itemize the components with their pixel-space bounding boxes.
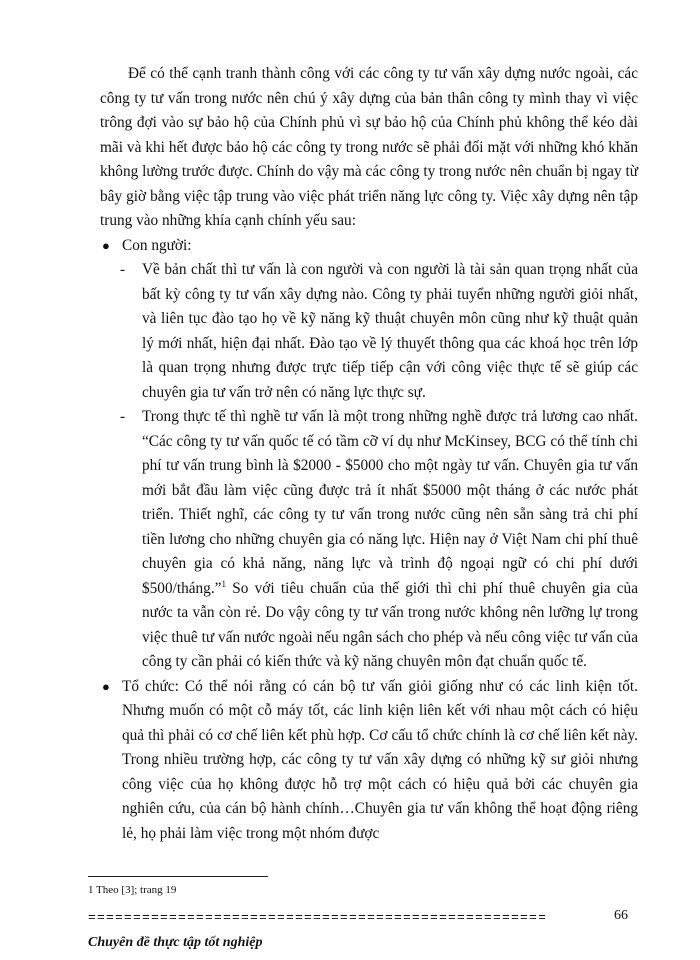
footer-separator: =================================================== [88,910,548,925]
bullet-item-people [100,234,638,259]
bullet-icon: ● [102,678,110,694]
bullet-item-organization [100,675,638,847]
intro-paragraph: Để có thể cạnh tranh thành công với các công ty tư vấn xây dựng nước ngoài, các công ty tư vấn trong nước nên chú ý xây dựng của bản thân công ty mình thay vì việc trông đợi vào sự bảo hộ của Chính phủ vì sự bảo hộ của Chính phủ không thể kéo dài mãi và khi hết được bảo hộ các công ty trong nước sẽ phải đối mặt với những khó khăn không lường trước được. Chính do vậy mà các công ty trong nước nên chuẩn bị ngay từ bây giờ bằng việc tập trung vào việc phát triển năng lực công ty. Việc xây dựng nên tập trung vào những khía cạnh chính yếu sau: [100,65,638,229]
dash-text-before: Trong thực tế thì nghề tư vấn là một trong những nghề được trả lương cao nhất. “Các công ty tư vấn quốc tế có tầm cỡ ví dụ như McKinsey, BCG có thể tính chi phí tư vấn trung bình là $2000 - $5000 cho một ngày tư vấn. Chuyên gia tư vấn mới bắt đầu làm việc cũng được trả ít nhất $5000 một tháng ở các nước phát triển. Thiết nghĩ, các công ty tư vấn trong nước cũng nên sẵn sàng trả chi phí tiền lương cho những chuyên gia có năng lực. Hiện nay ở Việt Nam chi phí thuê chuyên gia có khả năng, năng lực và trình độ ngoại ngữ có chi phí dưới $500/tháng.” [142,408,638,597]
dash-icon: - [120,261,126,278]
page-number: 66 [614,908,628,923]
footnote-marker[interactable]: 1 [221,578,226,589]
bullet-text: Con người: [122,236,192,254]
dash-item-1 [100,258,638,405]
footnote-divider [88,876,268,877]
footer-title: Chuyên đề thực tập tốt nghiệp [88,935,263,950]
dash-text: Về bản chất thì tư vấn là con người và con người là tài sản quan trọng nhất của bất kỳ công ty tư vấn xây dựng nào. Công ty phải tuyển những người giỏi nhất, và liên tục đào tạo họ về kỹ năng kỹ thuật chuyên môn cũng như kỹ thuật quản lý mới nhất, hiện đại nhất. Đào tạo về lý thuyết thông qua các khoá học trên lớp là quan trọng nhưng được trực tiếp tiếp cận với công việc thực tế sẽ giúp các chuyên gia tư vấn trở nên có năng lực thực sự. [142,261,638,401]
dash-text-after: So với tiêu chuẩn của thế giới thì chi phí thuê chuyên gia của nước ta vẫn còn rẻ. Do vậy công ty tư vấn trong nước không nên lưỡng lự trong việc thuê tư vấn nước ngoài nếu ngân sách cho phép và nếu công việc tư vấn của công ty cần phải có kiến thức và kỹ năng chuyên môn đạt chuẩn quốc tế. [142,579,638,670]
footnote: 1 Theo [3]; trang 19 [88,884,177,896]
body-text [100,62,638,846]
dash-icon: - [120,408,126,425]
dash-item-2 [100,405,638,675]
bullet-icon: ● [102,237,110,253]
bullet-text: Tổ chức: Có thể nói rằng có cán bộ tư vấn giỏi giống như có các linh kiện tốt. Nhưng muốn có một cỗ máy tốt, các linh kiện liên kết với nhau một cách có hiệu quả thì phải có cơ chế liên kết phù hợp. Cơ cấu tổ chức chính là cơ chế liên kết này. Trong nhiều trường hợp, các công ty tư vấn xây dựng có những kỹ sư giỏi nhưng công việc của họ không được hỗ trợ một cách có hiệu quả bởi các chuyên gia nghiên cứu, của cán bộ hành chính…Chuyên gia tư vấn không thể hoạt động riêng lẻ, họ phải làm việc trong một nhóm được [122,677,638,842]
